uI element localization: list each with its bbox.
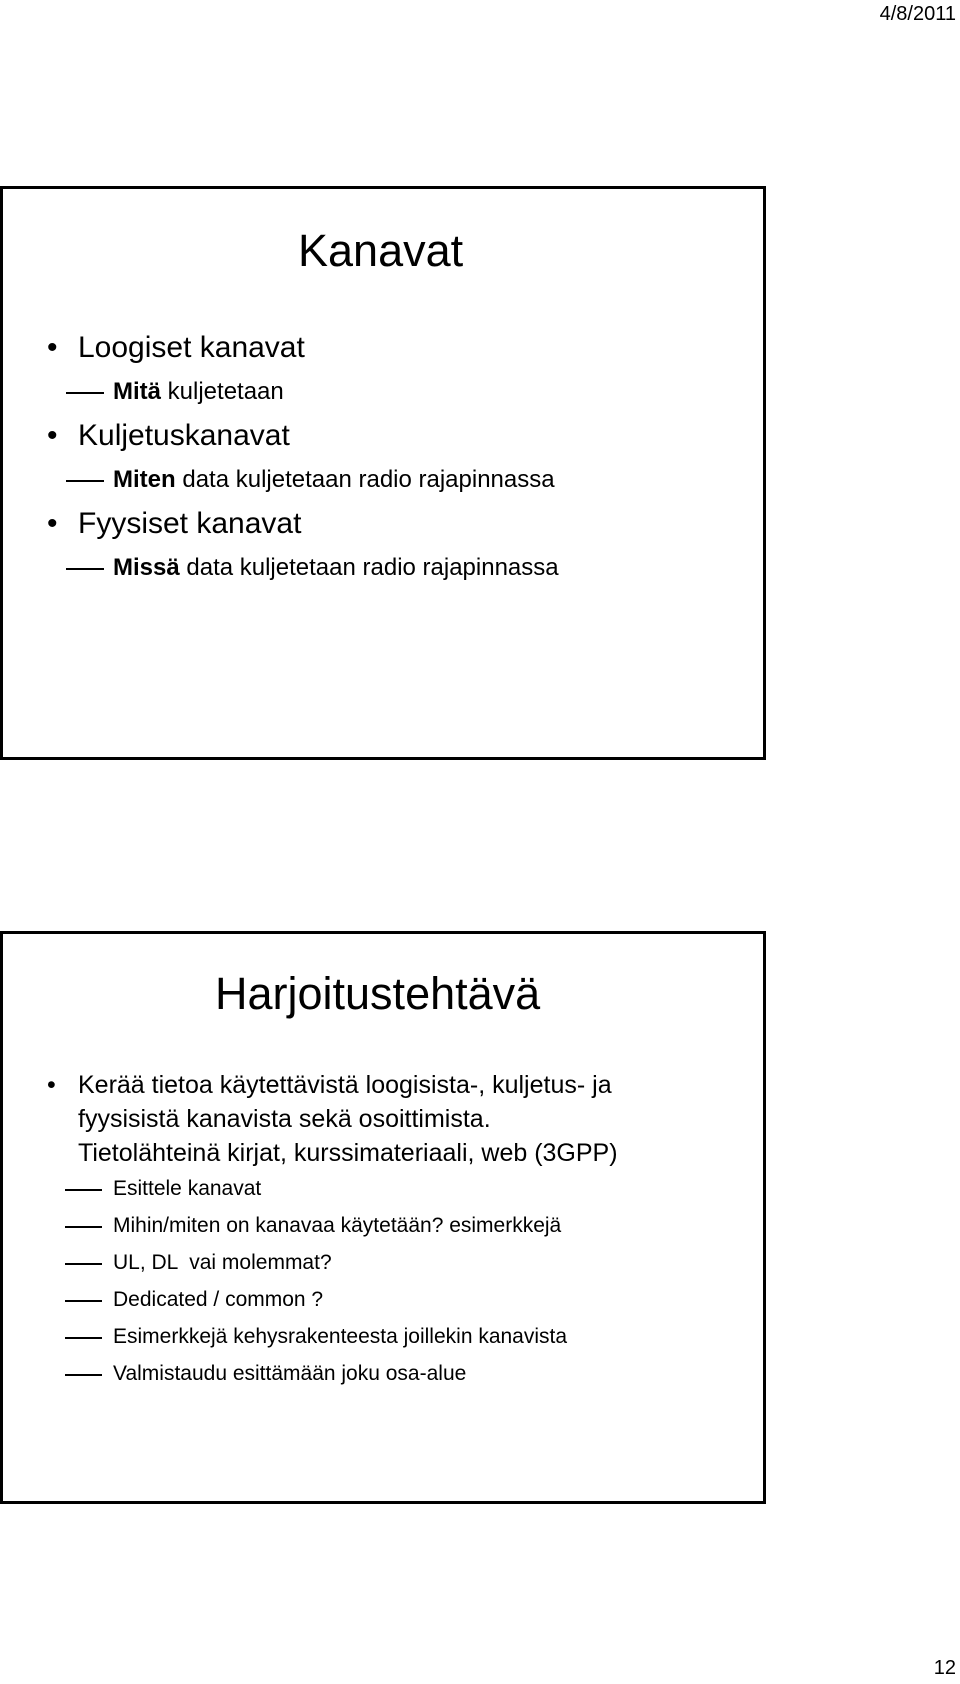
bullet-dot-icon: • [47,419,58,452]
bullet-dot-icon: • [47,1071,56,1099]
dash-icon [65,1263,102,1265]
sub-bullet-item [3,1170,618,1207]
bullet-continuation [3,1136,618,1170]
bullet-text: Esittele kanavat [113,1177,262,1200]
bullet-text: Valmistaudu esittämään joku osa-alue [113,1362,467,1385]
sub-bullet-item [3,1281,618,1318]
dash-icon [65,1374,102,1376]
bullet-item [3,415,559,457]
sub-bullet-item [3,1355,618,1392]
page-number: 12 [933,1657,956,1679]
bullet-text: Mihin/miten on kanavaa käytetään? esimerkkejä [113,1214,562,1237]
bullet-continuation [3,1102,618,1136]
bullet-text: Loogiset kanavat [78,331,305,364]
dash-icon [65,1337,102,1339]
sub-bullet-item [3,1207,618,1244]
bullet-item [3,327,559,369]
dash-icon [66,568,104,570]
bullet-list [3,327,559,591]
bullet-text: kuljetetaan [161,378,284,405]
bullet-text: Kuljetuskanavat [78,419,290,452]
sub-bullet-item [3,1244,618,1281]
slide-title: Kanavat [298,225,464,276]
dash-icon [65,1226,102,1228]
slide-kanavat [0,186,766,760]
bullet-text: Kerää tietoa käytettävistä loogisista-, kuljetus- ja [78,1071,612,1099]
bullet-text: Dedicated / common ? [113,1288,324,1311]
bullet-text: Tietolähteinä kirjat, kurssimateriaali, web (3GPP) [78,1139,618,1167]
bullet-list [3,1068,618,1392]
bullet-dot-icon: • [47,507,58,540]
bullet-item [3,1068,618,1102]
sub-bullet-item [3,545,559,591]
bullet-text: data kuljetetaan radio rajapinnassa [179,554,559,581]
bullet-item [3,503,559,545]
sub-bullet-item [3,1318,618,1355]
dash-icon [66,480,104,482]
bullet-keyword: Missä [113,554,180,581]
bullet-text: Esimerkkejä kehysrakenteesta joillekin kanavista [113,1325,568,1348]
page-date: 4/8/2011 [879,3,956,25]
bullet-text: UL, DL vai molemmat? [113,1251,332,1274]
bullet-text: data kuljetetaan radio rajapinnassa [175,466,555,493]
bullet-keyword: Mitä [113,378,161,405]
dash-icon [65,1300,102,1302]
slide-title: Harjoitustehtävä [215,968,541,1019]
dash-icon [65,1189,102,1191]
dash-icon [66,392,104,394]
bullet-dot-icon: • [47,331,58,364]
sub-bullet-item [3,369,559,415]
sub-bullet-item [3,457,559,503]
bullet-text: Fyysiset kanavat [78,507,302,540]
bullet-text: fyysisistä kanavista sekä osoittimista. [78,1105,491,1133]
bullet-keyword: Miten [113,466,176,493]
slide-harjoitustehtava [0,931,766,1504]
